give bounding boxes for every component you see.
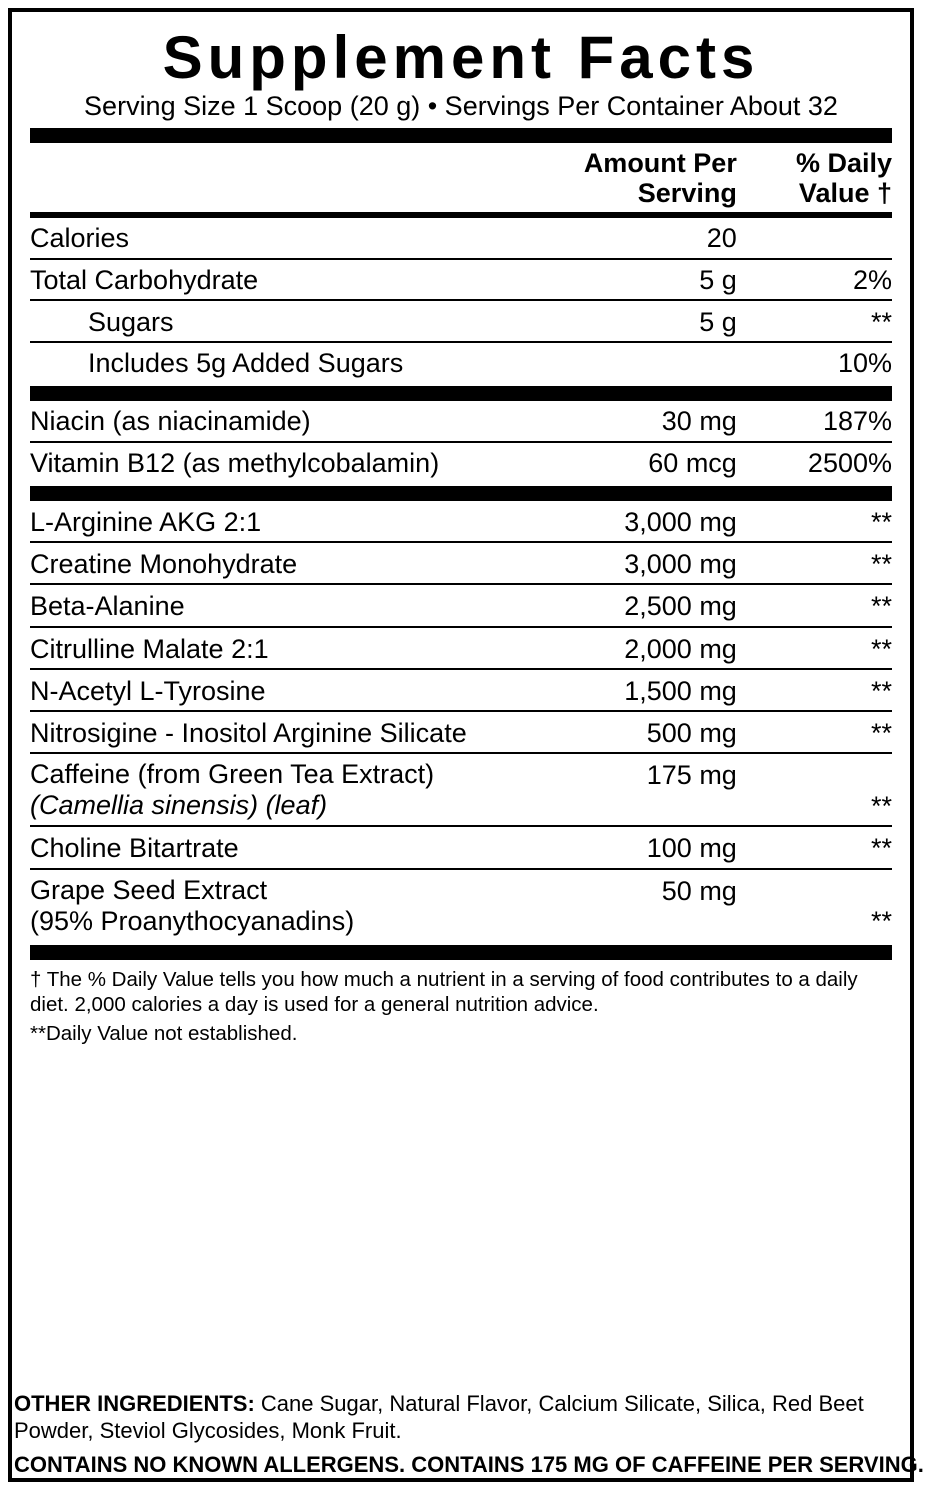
- ingredient-name: Creatine Monohydrate: [30, 542, 513, 584]
- divider-thick-blend: [30, 486, 892, 501]
- nutrient-name: Calories: [30, 218, 513, 258]
- divider-thick-footnotes: [30, 945, 892, 960]
- ingredient-name-sub: (Camellia sinensis) (leaf): [30, 790, 328, 821]
- nutrition-table: [30, 143, 892, 212]
- table-row: [30, 584, 892, 626]
- table-row: [30, 753, 892, 826]
- other-ingredients-list: Cane Sugar, Natural Flavor, Calcium Silicate, Silica, Red Beet Powder, Steviol Glycosides, Monk Fruit.: [14, 1391, 864, 1444]
- page-title: Supplement Facts: [162, 24, 760, 91]
- ingredient-name: N-Acetyl L-Tyrosine: [30, 669, 513, 711]
- ingredient-dv: **: [737, 542, 892, 584]
- ingredient-name: Nitrosigine - Inositol Arginine Silicate: [30, 711, 513, 753]
- ingredient-amount: 500 mg: [513, 711, 737, 753]
- ingredient-amount: 2,500 mg: [513, 584, 737, 626]
- ingredient-name: Choline Bitartrate: [30, 826, 513, 868]
- table-row: [30, 259, 892, 300]
- daily-value-header: [737, 143, 892, 212]
- ingredient-amount: 100 mg: [513, 826, 737, 868]
- ingredient-name: Beta-Alanine: [30, 584, 513, 626]
- ingredient-amount: 3,000 mg: [513, 542, 737, 584]
- ingredient-name-main: Grape Seed Extract: [30, 874, 268, 905]
- vitamin-table: [30, 401, 892, 481]
- other-ingredients-block: [8, 1390, 930, 1478]
- table-row: [30, 711, 892, 753]
- ingredient-dv: **: [737, 669, 892, 711]
- table-row: [30, 401, 892, 441]
- amount-per-serving-header: [513, 143, 737, 212]
- nutrient-name: Niacin (as niacinamide): [30, 401, 513, 441]
- table-row: [30, 300, 892, 342]
- macronutrient-table: [30, 218, 892, 382]
- header-spacer: [30, 143, 513, 212]
- nutrient-amount: 5 g: [513, 300, 737, 342]
- nutrient-name: Sugars: [30, 300, 513, 342]
- table-row: [30, 627, 892, 669]
- nutrient-name: Total Carbohydrate: [30, 259, 513, 300]
- ingredient-name: Citrulline Malate 2:1: [30, 627, 513, 669]
- table-header-row: [30, 143, 892, 212]
- active-ingredients-table: [30, 501, 892, 941]
- ingredient-amount: 3,000 mg: [513, 501, 737, 542]
- ingredient-dv: **: [737, 826, 892, 868]
- nutrient-dv: 2500%: [807, 447, 892, 478]
- nutrient-amount: 60 mcg: [648, 447, 737, 478]
- nutrient-dv: 10%: [837, 348, 892, 379]
- table-row: [30, 342, 892, 382]
- nutrient-amount: [513, 342, 737, 382]
- ingredient-name-main: Caffeine (from Green Tea Extract): [30, 759, 435, 790]
- nutrient-amount: 5 g: [513, 259, 737, 300]
- table-row: [30, 826, 892, 868]
- amount-header-line2: Serving: [637, 178, 737, 209]
- nutrient-amount: 30 mg: [513, 401, 737, 441]
- table-row: [30, 669, 892, 711]
- daily-value-footnote: † The % Daily Value tells you how much a nutrient in a serving of food contributes to a daily diet. 2,000 calories a day is used for a general nutrition advice.: [30, 967, 858, 1016]
- table-row: [30, 442, 892, 482]
- nutrient-dv: **: [737, 300, 892, 342]
- ingredient-name: L-Arginine AKG 2:1: [30, 501, 513, 542]
- amount-header-line1: Amount Per: [583, 148, 737, 178]
- ingredient-dv: **: [737, 627, 892, 669]
- ingredient-dv: **: [737, 711, 892, 753]
- other-ingredients-line: [14, 1390, 924, 1445]
- ingredient-dv: **: [737, 501, 892, 542]
- footnotes: [30, 960, 892, 1046]
- other-ingredients-label: OTHER INGREDIENTS:: [14, 1391, 255, 1416]
- ingredient-name: [30, 753, 513, 826]
- ingredient-dv: **: [737, 584, 892, 626]
- nutrient-dv: [737, 218, 892, 258]
- nutrient-amount: 20: [513, 218, 737, 258]
- dv-not-established-footnote: **Daily Value not established.: [30, 1021, 298, 1045]
- ingredient-name-sub: (95% Proanythocyanadins): [30, 905, 355, 936]
- divider-thick-top: [30, 128, 892, 143]
- ingredient-dv: **: [737, 753, 892, 826]
- ingredient-amount: 175 mg: [513, 753, 737, 826]
- table-row: [30, 542, 892, 584]
- ingredient-name: [30, 869, 513, 941]
- dv-header-line1: % Daily: [795, 148, 892, 178]
- ingredient-amount: 2,000 mg: [513, 627, 737, 669]
- supplement-facts-panel: [8, 8, 914, 1482]
- table-row: [30, 501, 892, 542]
- nutrient-name: Includes 5g Added Sugars: [88, 348, 404, 379]
- ingredient-amount: 1,500 mg: [513, 669, 737, 711]
- divider-thick-vitamins: [30, 386, 892, 401]
- table-row: [30, 869, 892, 941]
- dv-header-line2: Value †: [798, 178, 892, 209]
- nutrient-name: Vitamin B12 (as methylcobalamin): [30, 447, 440, 478]
- serving-size-line: Serving Size 1 Scoop (20 g) • Servings Per Container About 32: [84, 91, 838, 121]
- allergen-caffeine-statement: CONTAINS NO KNOWN ALLERGENS. CONTAINS 175 MG OF CAFFEINE PER SERVING.: [14, 1451, 924, 1477]
- table-row: [30, 218, 892, 258]
- ingredient-dv: **: [870, 906, 892, 937]
- ingredient-amount: 50 mg: [661, 875, 737, 906]
- nutrient-dv: 2%: [737, 259, 892, 300]
- nutrient-dv: 187%: [737, 401, 892, 441]
